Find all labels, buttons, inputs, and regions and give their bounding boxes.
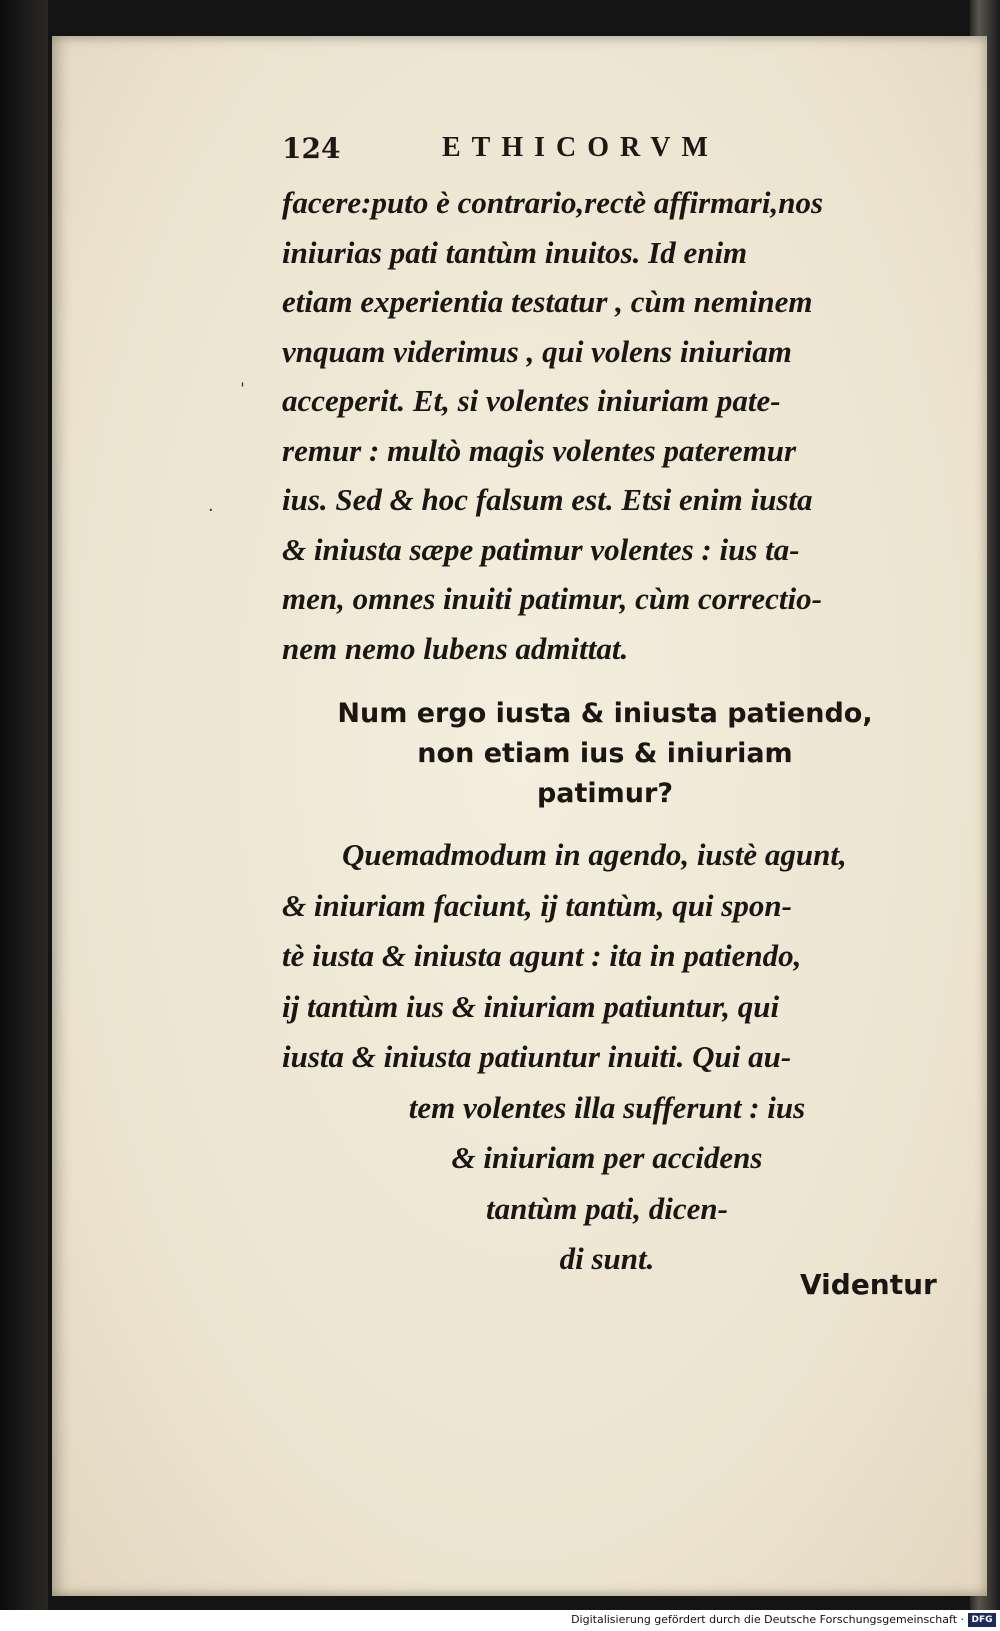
running-head-title: ETHICORVM — [442, 132, 719, 163]
text-line: facere:puto è contrario,rectè affirmari,nos — [282, 185, 824, 220]
heading-line: Num ergo iusta & iniusta patiendo, — [337, 698, 873, 729]
heading-line: non etiam ius & iniuriam — [417, 738, 793, 769]
body-paragraph — [282, 178, 922, 673]
footer-credit: Digitalisierung gefördert durch die Deutsche Forschungsgemeinschaft · — [571, 1613, 964, 1626]
text-line: etiam experientia testatur , cùm neminem — [282, 284, 813, 319]
text-line: ij tantùm ius & iniuriam patiuntur, qui — [282, 988, 780, 1024]
text-line: iusta & iniusta patiuntur inuiti. Qui au- — [282, 1039, 792, 1074]
margin-mark: · — [208, 500, 214, 521]
text-line: nem nemo lubens admittat. — [282, 630, 629, 666]
page-number: 124 — [282, 132, 341, 165]
heading-line: patimur? — [536, 778, 674, 809]
dfg-logo-icon: DFG — [968, 1613, 996, 1627]
margin-mark: ˈ — [240, 380, 245, 401]
text-line: acceperit. Et, si volentes iniuriam pate- — [282, 383, 781, 418]
catchword: Videntur — [800, 1268, 937, 1301]
answer-paragraph — [282, 830, 932, 1285]
running-head — [282, 132, 922, 172]
text-line: tè iusta & iniusta agunt : ita in patiendo, — [282, 938, 802, 973]
text-line: di sunt. — [559, 1241, 655, 1276]
text-line: & iniusta sæpe patimur volentes : ius ta- — [282, 531, 800, 567]
text-line: ius. Sed & hoc falsum est. Etsi enim iusta — [282, 482, 813, 517]
question-heading — [290, 694, 920, 814]
text-line: iniurias pati tantùm inuitos. Id enim — [282, 234, 748, 270]
text-line: & iniuriam per accidens — [451, 1140, 763, 1175]
text-line: Quemadmodum in agendo, iustè agunt, — [342, 837, 847, 872]
text-line: & iniuriam faciunt, ij tantùm, qui spon- — [282, 887, 792, 923]
text-line: vnquam viderimus , qui volens iniuriam — [282, 333, 792, 369]
text-line: tantùm pati, dicen- — [486, 1190, 728, 1226]
text-line: remur : multò magis volentes pateremur — [282, 432, 797, 468]
text-line: tem volentes illa sufferunt : ius — [408, 1089, 806, 1125]
text-line: men, omnes inuiti patimur, cùm correctio- — [282, 581, 822, 616]
book-spine — [0, 0, 48, 1631]
digitization-footer — [0, 1610, 1000, 1631]
